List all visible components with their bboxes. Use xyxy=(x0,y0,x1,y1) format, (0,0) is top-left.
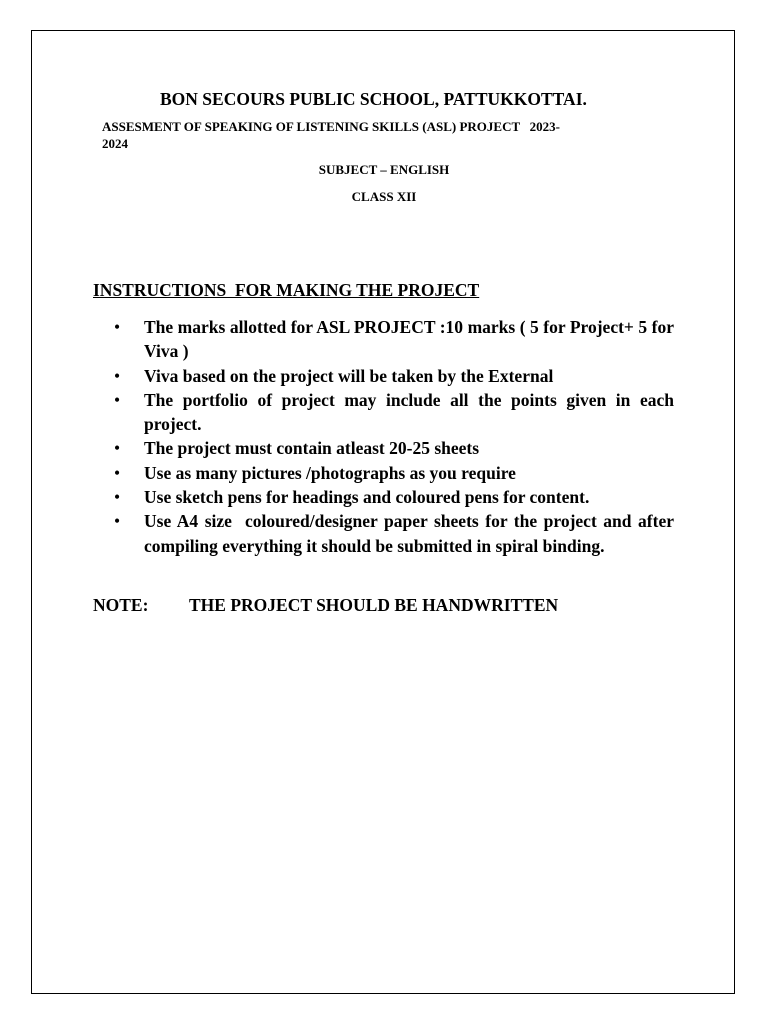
instruction-text-marks: The marks allotted for ASL PROJECT :10 marks ( 5 for Project+ 5 for Viva ) xyxy=(144,317,679,362)
instruction-text-pens: Use sketch pens for headings and coloured pens for content. xyxy=(144,487,590,508)
assessment-title xyxy=(102,118,662,152)
assessment-title-line-1: ASSESMENT OF SPEAKING OF LISTENING SKILLS (ASL) PROJECT 2023- xyxy=(102,119,560,134)
instruction-list xyxy=(93,315,679,558)
class-line: CLASS XII xyxy=(351,189,417,204)
instruction-item xyxy=(93,364,674,388)
bullet-icon: • xyxy=(114,438,121,459)
subject-line: SUBJECT – ENGLISH xyxy=(318,162,450,177)
bullet-icon: • xyxy=(114,389,121,410)
instruction-item xyxy=(93,388,679,437)
instruction-item xyxy=(93,436,674,460)
instruction-text-pictures: Use as many pictures /photographs as you require xyxy=(144,462,516,483)
instruction-text-sheets: The project must contain atleast 20-25 sheets xyxy=(144,438,480,459)
assessment-title-line-2: 2024 xyxy=(102,136,128,151)
instruction-text-portfolio: The portfolio of project may include all the points given in each project. xyxy=(144,389,679,435)
instruction-item xyxy=(93,461,674,485)
instruction-item xyxy=(93,315,679,364)
instructions-heading: INSTRUCTIONS FOR MAKING THE PROJECT xyxy=(93,280,480,300)
bullet-icon: • xyxy=(114,511,121,532)
bullet-icon: • xyxy=(114,317,121,337)
bullet-icon: • xyxy=(114,487,121,508)
bullet-icon: • xyxy=(114,365,121,386)
note-label: NOTE: xyxy=(93,595,149,615)
school-name: BON SECOURS PUBLIC SCHOOL, PATTUKKOTTAI. xyxy=(160,89,587,109)
bullet-icon: • xyxy=(114,462,121,483)
instruction-item xyxy=(93,485,674,509)
instruction-text-paper: Use A4 size coloured/designer paper sheets for the project and after compiling everything it should be submitted in spiral binding. xyxy=(144,511,679,556)
instruction-item xyxy=(93,509,679,558)
note-text: THE PROJECT SHOULD BE HANDWRITTEN xyxy=(189,595,559,615)
instruction-text-viva: Viva based on the project will be taken by the External xyxy=(144,365,554,386)
note-line xyxy=(93,595,558,616)
